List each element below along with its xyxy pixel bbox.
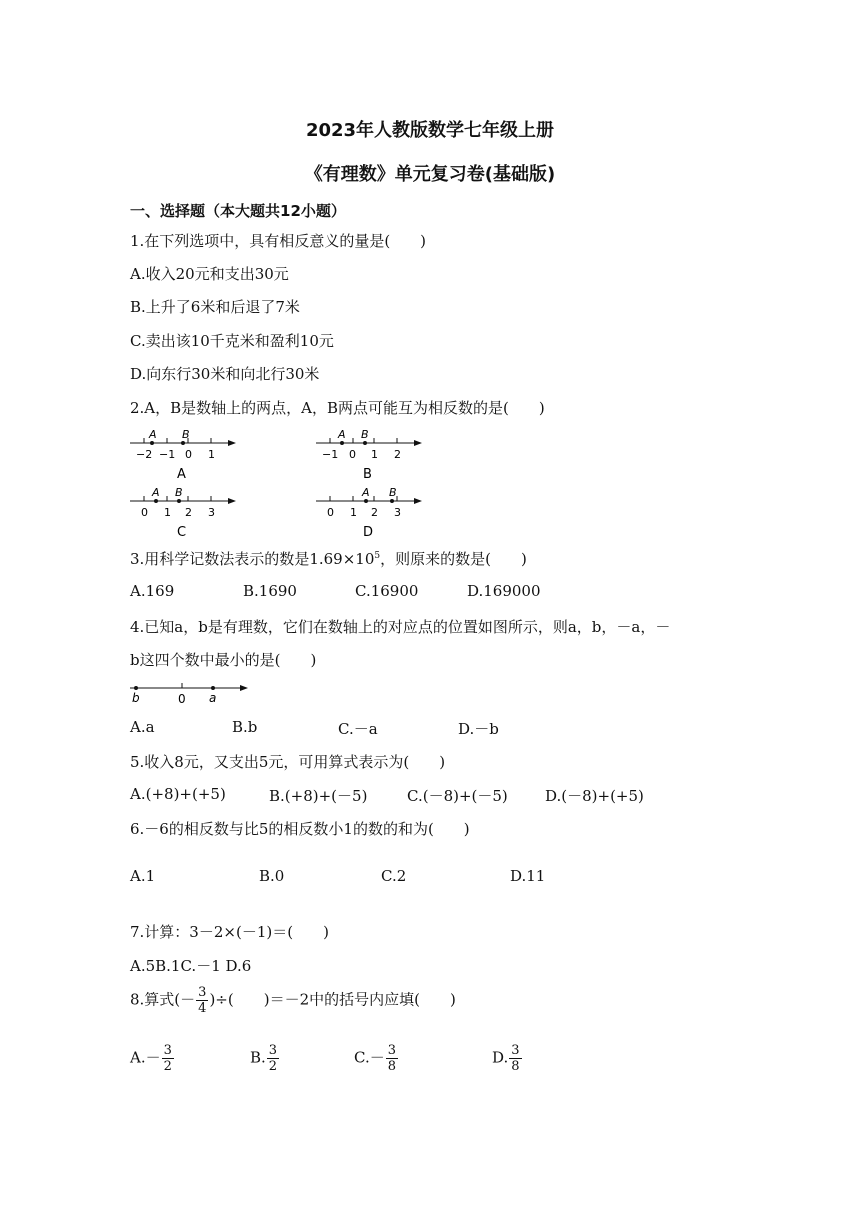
q8-denominator: 4 [198, 1001, 207, 1016]
q1-option-c: C.卖出该10千克米和盈利10元 [130, 332, 334, 350]
q8b-numerator: 3 [268, 1043, 278, 1058]
q2c-label: C [177, 525, 187, 540]
q8b-prefix: B. [250, 1048, 266, 1067]
q2b-tick-1: −1 [322, 448, 339, 461]
q4-zero-label: 0 [178, 692, 186, 706]
q4-option-d: D.－b [458, 720, 499, 738]
q2-figure-b [312, 426, 428, 482]
q5-option-c: C.(－8)+(－5) [407, 787, 508, 805]
q8b-fraction [267, 1043, 279, 1074]
q8a-prefix: A.－ [130, 1048, 161, 1067]
q8-stem [130, 985, 456, 1016]
q3-stem [130, 548, 527, 569]
q2a-tick-3: 0 [185, 448, 192, 461]
q2a-point-a: A [149, 428, 157, 441]
q5-option-d: D.(－8)+(+5) [545, 787, 644, 805]
q8c-numerator: 3 [387, 1043, 396, 1058]
q2a-point-b: B [182, 428, 190, 441]
q2b-label: B [363, 467, 372, 482]
q2-figure-a [126, 426, 242, 482]
page-title: 2023年人教版数学七年级上册 [305, 120, 555, 141]
q4-option-a: A.a [130, 718, 155, 736]
q8d-fraction [509, 1043, 521, 1074]
q2d-tick-4: 3 [394, 506, 401, 519]
q8-option-d [492, 1043, 523, 1074]
q8a-denominator: 2 [163, 1059, 172, 1074]
q1-option-a: A.收入20元和支出30元 [130, 265, 289, 283]
q2b-tick-2: 0 [349, 448, 356, 461]
q4-stem-line2: b这四个数中最小的是( ) [130, 651, 317, 669]
q2d-label: D [363, 525, 374, 540]
q3-stem-pre: 3.用科学记数法表示的数是1.69×10 [130, 550, 375, 568]
q8d-denominator: 8 [511, 1059, 520, 1074]
q1-option-d: D.向东行30米和向北行30米 [130, 365, 320, 383]
q2c-point-a: A [152, 486, 160, 499]
q6-option-a: A.1 [130, 867, 156, 885]
q2c-tick-2: 1 [164, 506, 171, 519]
q2c-tick-3: 2 [185, 506, 192, 519]
q2d-tick-1: 0 [327, 506, 334, 519]
q8-option-a [130, 1043, 175, 1074]
q5-option-a: A.(+8)+(+5) [130, 785, 226, 803]
q4-option-b: B.b [232, 718, 258, 736]
q2-figure-c [126, 484, 242, 540]
q8c-prefix: C.－ [354, 1048, 385, 1067]
q2b-tick-3: 1 [371, 448, 378, 461]
q3-option-a: A.169 [130, 582, 175, 600]
q2a-tick-4: 1 [208, 448, 215, 461]
q8-fraction [196, 985, 208, 1016]
q8-stem-pre: 8.算式(－ [130, 990, 196, 1009]
page-subtitle: 《有理数》单元复习卷(基础版) [304, 164, 556, 185]
q3-option-c: C.16900 [355, 582, 419, 600]
q7-stem: 7.计算：3－2×(－1)＝( ) [130, 923, 329, 941]
q2a-label: A [177, 467, 186, 482]
q7-options: A.5B.1C.－1 D.6 [130, 957, 252, 975]
q2d-tick-3: 2 [371, 506, 378, 519]
q8a-fraction [162, 1043, 174, 1074]
q8-stem-post: )÷( )＝－2中的括号内应填( ) [209, 990, 456, 1009]
q8-option-c [354, 1043, 399, 1074]
q3-exponent: 5 [374, 551, 381, 561]
q8c-denominator: 8 [387, 1059, 396, 1074]
q2-stem: 2.A，B是数轴上的两点，A，B两点可能互为相反数的是( ) [130, 399, 545, 417]
q2c-tick-4: 3 [208, 506, 215, 519]
q2c-tick-1: 0 [141, 506, 148, 519]
q4-point-b: b [132, 691, 140, 705]
q1-stem: 1.在下列选项中，具有相反意义的量是( ) [130, 232, 427, 250]
q2b-point-b: B [361, 428, 369, 441]
q2b-tick-4: 2 [394, 448, 401, 461]
q4-stem-line1: 4.已知a，b是有理数，它们在数轴上的对应点的位置如图所示，则a，b，－a，－ [130, 618, 671, 636]
q2c-point-b: B [175, 486, 183, 499]
q4-number-line [126, 678, 256, 706]
q8-option-b [250, 1043, 280, 1074]
q6-option-d: D.11 [510, 867, 546, 885]
q5-option-b: B.(+8)+(－5) [269, 787, 368, 805]
q5-stem: 5.收入8元，又支出5元，可用算式表示为( ) [130, 753, 446, 771]
q2d-tick-2: 1 [350, 506, 357, 519]
q8a-numerator: 3 [163, 1043, 172, 1058]
q2-figure-d [312, 484, 428, 540]
section-heading: 一、选择题（本大题共12小题） [130, 202, 346, 220]
q2d-point-a: A [362, 486, 370, 499]
q3-stem-post: ，则原来的数是( ) [380, 550, 527, 568]
q2a-tick-1: −2 [136, 448, 153, 461]
q3-option-b: B.1690 [243, 582, 297, 600]
q2b-point-a: A [338, 428, 346, 441]
q4-option-c: C.－a [338, 720, 378, 738]
q4-point-a: a [209, 691, 217, 705]
q8d-prefix: D. [492, 1048, 509, 1067]
q8c-fraction [386, 1043, 398, 1074]
q6-stem: 6.－6的相反数与比5的相反数小1的数的和为( ) [130, 820, 470, 838]
q6-option-b: B.0 [259, 867, 285, 885]
q8d-numerator: 3 [511, 1043, 520, 1058]
q6-option-c: C.2 [381, 867, 407, 885]
q8b-denominator: 2 [268, 1059, 278, 1074]
q3-option-d: D.169000 [467, 582, 541, 600]
q1-option-b: B.上升了6米和后退了7米 [130, 298, 300, 316]
q8-numerator: 3 [198, 985, 207, 1000]
q2a-tick-2: −1 [159, 448, 176, 461]
q2d-point-b: B [389, 486, 397, 499]
